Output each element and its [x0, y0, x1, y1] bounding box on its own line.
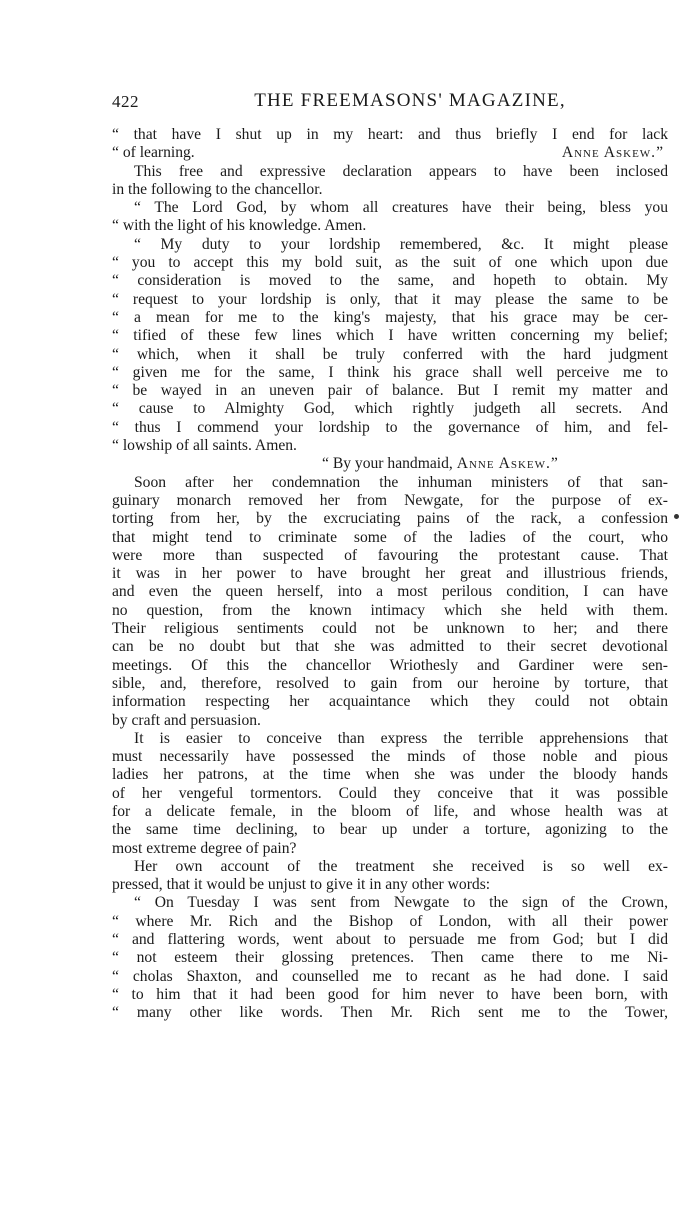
line-text: Her own account of the treatment she received is so well ex- [134, 857, 668, 875]
text-line [112, 437, 668, 455]
text-line [112, 382, 668, 400]
text-line [112, 913, 668, 931]
text-line [112, 510, 668, 528]
text-line [112, 309, 668, 327]
text-line [112, 620, 668, 638]
line-text: “ where Mr. Rich and the Bishop of London, with all their power [112, 912, 668, 930]
signature: Anne Askew.” [456, 455, 559, 473]
line-text: “ to him that it had been good for him never to have been born, with [112, 985, 668, 1003]
line-text: “ On Tuesday I was sent from Newgate to the sign of the Crown, [134, 894, 668, 912]
text-line [112, 254, 668, 272]
line-text: “ you to accept this my bold suit, as the suit of one which upon due [112, 254, 668, 272]
signature: Anne Askew.” [561, 144, 664, 162]
text-line [112, 492, 668, 510]
text-line [112, 657, 668, 675]
text-line [112, 126, 668, 144]
text-line [112, 876, 668, 894]
line-text: “ with the light of his knowledge. Amen. [112, 217, 367, 235]
text-line [112, 840, 668, 858]
line-text: Soon after her condemnation the inhuman ministers of that san- [134, 473, 668, 491]
line-text: meetings. Of this the chancellor Wriothesly and Gardiner were sen- [112, 656, 668, 674]
text-line [112, 474, 668, 492]
line-text: for a delicate female, in the bloom of life, and whose health was at [112, 802, 668, 820]
line-text: “ a mean for me to the king's majesty, that his grace may be cer- [112, 308, 668, 326]
text-line [112, 894, 668, 912]
line-text: “ cholas Shaxton, and counselled me to recant as he had done. I said [112, 967, 668, 985]
document-page [112, 88, 668, 1023]
text-line [112, 602, 668, 620]
line-text: “ and flattering words, went about to persuade me from God; but I did [112, 931, 668, 949]
line-text: “ be wayed in an uneven pair of balance. But I remit my matter and [112, 382, 668, 400]
text-line [112, 163, 668, 181]
page-header [112, 88, 668, 118]
text-line [112, 638, 668, 656]
line-text: and even the queen herself, into a most perilous condition, I can have [112, 583, 668, 601]
line-text: no question, from the known intimacy which she held with them. [112, 601, 668, 619]
line-text: guinary monarch removed her from Newgate, for the purpose of ex- [112, 491, 668, 509]
text-line [112, 565, 668, 583]
text-line [112, 547, 668, 565]
text-line [112, 931, 668, 949]
text-line [112, 675, 668, 693]
line-text: it was in her power to have brought her great and illustrious friends, [112, 565, 668, 583]
text-line [112, 199, 668, 217]
line-text: “ My duty to your lordship remembered, &c. It might please [134, 235, 668, 253]
line-text: that might tend to criminate some of the ladies of the court, who [112, 528, 668, 546]
line-text: of her vengeful tormentors. Could they conceive that it was possible [112, 784, 668, 802]
line-text: “ given me for the same, I think his grace shall well perceive me to [112, 363, 668, 381]
line-text: Their religious sentiments could not be unknown to her; and there [112, 620, 668, 638]
text-line [112, 949, 668, 967]
text-line [112, 272, 668, 290]
text-line [112, 400, 668, 418]
line-text: the same time declining, to bear up under a torture, agonizing to the [112, 821, 668, 839]
text-line [112, 730, 668, 748]
line-text: This free and expressive declaration appears to have been inclosed [134, 162, 668, 180]
text-line [112, 858, 668, 876]
line-text: can be no doubt but that she was admitted to their secret devotional [112, 638, 668, 656]
text-line [112, 291, 668, 309]
page-number: 422 [112, 92, 139, 111]
line-text: torting from her, by the excruciating pains of the rack, a confession [112, 510, 668, 528]
text-line [112, 821, 668, 839]
line-text: “ of learning. [112, 144, 195, 162]
line-text: “ consideration is moved to the same, and hopeth to obtain. My [112, 272, 668, 290]
line-text: “ thus I commend your lordship to the governance of him, and fel- [112, 418, 668, 436]
text-line [112, 693, 668, 711]
line-text: “ that have I shut up in my heart: and thus briefly I end for lack [112, 126, 668, 143]
text-line [112, 144, 668, 162]
text-line [112, 419, 668, 437]
line-text: “ The Lord God, by whom all creatures have their being, bless you [134, 199, 668, 217]
text-line [112, 236, 668, 254]
text-line [112, 181, 668, 199]
line-text: “ many other like words. Then Mr. Rich sent me to the Tower, [112, 1004, 668, 1022]
running-title: THE FREEMASONS' MAGAZINE, [254, 90, 566, 111]
text-line [112, 785, 668, 803]
text-line [112, 986, 668, 1004]
line-text: must necessarily have possessed the minds of those noble and pious [112, 748, 668, 766]
line-text: were more than suspected of favouring the protestant cause. That [112, 546, 668, 564]
text-line [112, 455, 668, 473]
text-line [112, 217, 668, 235]
line-text: most extreme degree of pain? [112, 839, 297, 857]
text-line [112, 327, 668, 345]
line-text: ladies her patrons, at the time when she was under the bloody hands [112, 766, 668, 784]
line-text: “ cause to Almighty God, which rightly judgeth all secrets. And [112, 400, 668, 418]
margin-mark [674, 514, 679, 519]
text-line [112, 712, 668, 730]
body-text [112, 126, 668, 1023]
text-line [112, 748, 668, 766]
text-line [112, 803, 668, 821]
line-text: It is easier to conceive than express the terrible apprehensions that [134, 729, 668, 747]
line-text: “ tified of these few lines which I have written concerning my belief; [112, 327, 668, 345]
line-text: “ not esteem their glossing pretences. Then came there to me Ni- [112, 949, 668, 967]
text-line [112, 968, 668, 986]
line-text: sible, and, therefore, resolved to gain from our heroine by torture, that [112, 674, 668, 692]
line-text: information respecting her acquaintance which they could not obtain [112, 693, 668, 711]
line-text: “ lowship of all saints. Amen. [112, 437, 297, 455]
text-line [112, 583, 668, 601]
line-text: by craft and persuasion. [112, 711, 261, 729]
line-text: “ request to your lordship is only, that it may please the same to be [112, 290, 668, 308]
text-line [112, 1004, 668, 1022]
line-text: “ which, when it shall be truly conferred with the hard judgment [112, 345, 668, 363]
line-text: pressed, that it would be unjust to give it in any other words: [112, 876, 491, 894]
text-line [112, 529, 668, 547]
text-line [112, 346, 668, 364]
text-line [112, 364, 668, 382]
text-line [112, 766, 668, 784]
line-text: “ By your handmaid, [322, 455, 457, 473]
line-text: in the following to the chancellor. [112, 180, 323, 198]
